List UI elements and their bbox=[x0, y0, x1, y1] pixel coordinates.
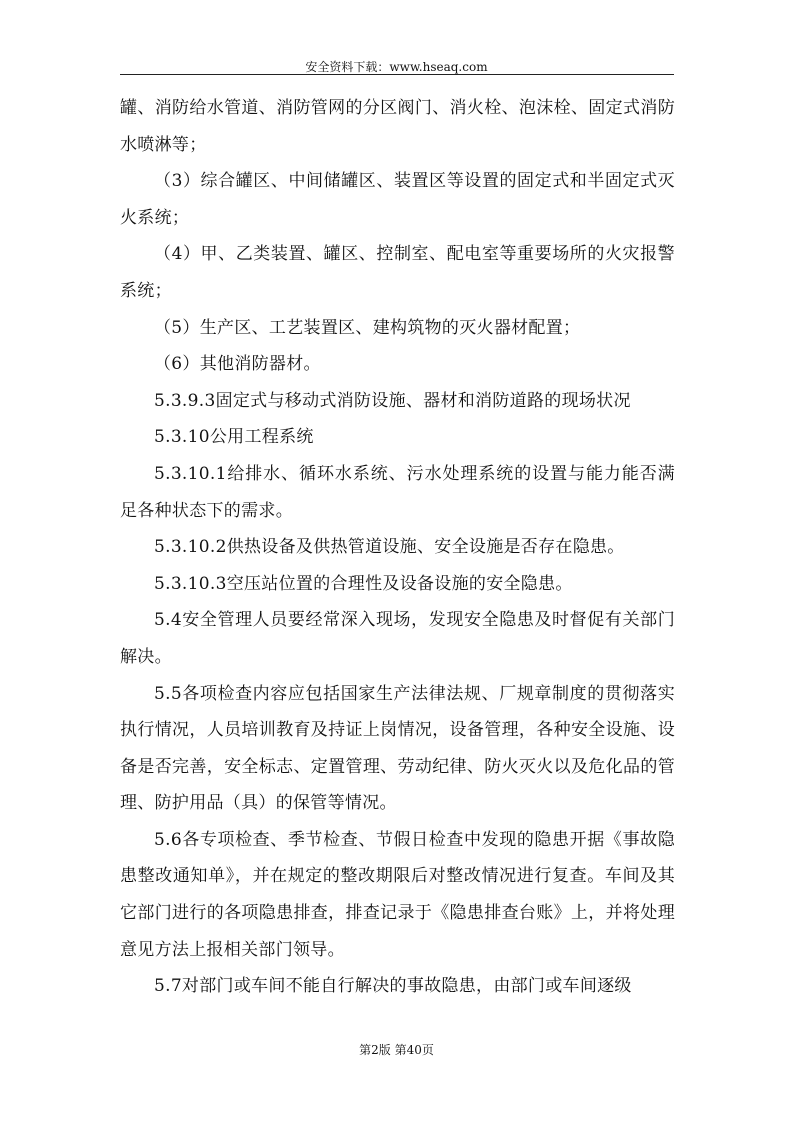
paragraph: 5.3.10.1给排水、循环水系统、污水处理系统的设置与能力能否满足各种状态下的需求。 bbox=[120, 463, 675, 521]
paragraph: （4）甲、乙类装置、罐区、控制室、配电室等重要场所的火灾报警系统； bbox=[120, 244, 675, 301]
paragraph: 5.7对部门或车间不能自行解决的事故隐患，由部门或车间逐级 bbox=[154, 976, 632, 997]
page-footer: 第2版 第40页 bbox=[359, 1043, 434, 1057]
paragraph: 5.3.10.3空压站位置的合理性及设备设施的安全隐患。 bbox=[154, 573, 573, 594]
paragraph: （5）生产区、工艺装置区、建构筑物的灭火器材配置； bbox=[154, 317, 581, 338]
paragraph: 5.6各专项检查、季节检查、节假日检查中发现的隐患开据《事故隐患整改通知单》，并在规定的整改期限后对整改情况进行复查。车间及其它部门进行的各项隐患排查，排查记录于《隐患排查台账》上，并将处理意见方法上报相关部门领导。 bbox=[120, 829, 675, 960]
paragraph: 5.3.10公用工程系统 bbox=[154, 427, 314, 448]
paragraph: 5.4安全管理人员要经常深入现场，发现安全隐患及时督促有关部门解决。 bbox=[120, 610, 675, 667]
paragraph: 罐、消防给水管道、消防管网的分区阀门、消火栓、泡沫栓、固定式消防水喷淋等； bbox=[120, 98, 675, 155]
document-body bbox=[120, 90, 675, 1005]
paragraph: （6）其他消防器材。 bbox=[154, 354, 321, 375]
paragraph: （3）综合罐区、中间储罐区、装置区等设置的固定式和半固定式灭火系统； bbox=[120, 171, 675, 228]
header-divider bbox=[120, 74, 674, 75]
page-header: 安全资料下载：www.hseaq.com bbox=[305, 60, 488, 74]
paragraph: 5.5各项检查内容应包括国家生产法律法规、厂规章制度的贯彻落实执行情况，人员培训教育及持证上岗情况，设备管理，各种安全设施、设备是否完善，安全标志、定置管理、劳动纪律、防火灭火以及危化品的管理、防护用品（具）的保管等情况。 bbox=[120, 683, 675, 814]
paragraph: 5.3.10.2供热设备及供热管道设施、安全设施是否存在隐患。 bbox=[154, 537, 625, 558]
paragraph: 5.3.9.3固定式与移动式消防设施、器材和消防道路的现场状况 bbox=[154, 390, 631, 411]
